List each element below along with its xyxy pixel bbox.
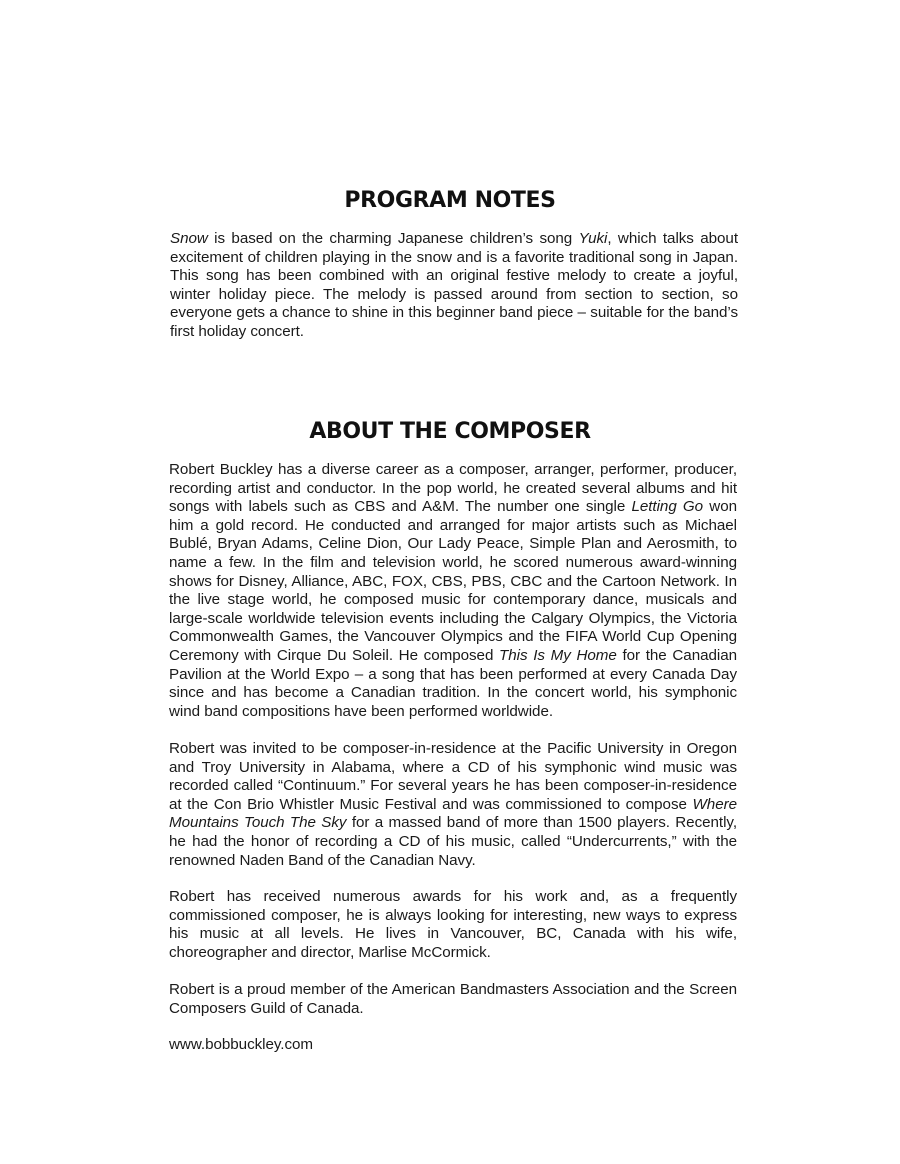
bio-paragraph-awards: Robert has received numerous awards for his work and, as a frequently commissioned composer, he is always looking for interesting, new ways to express his music at all levels. He lives in Vancouver, BC, Canada with his wife, choreographer and director, Marlise McCormick.	[169, 888, 737, 961]
bio2-text-1: Robert was invited to be composer-in-residence at the Pacific University in Oregon and Troy University in Alabama, where a CD of his symphonic wind music was recorded called “Continuum.” For several years he has been composer-in-residence at the Con Brio Whistler Music Festival and was commissioned to compose	[169, 740, 737, 813]
song-title-yuki: Yuki	[578, 230, 608, 247]
bio1-text-2: won him a gold record. He conducted and arranged for major artists such as Michael Bublé, Bryan Adams, Celine Dion, Our Lady Peace, Simple Plan and Aerosmith, to name a few. In the film and television world, he scored numerous award-winning shows for Disney, Alliance, ABC, FOX, CBS, PBS, CBC and the Cartoon Network. In the live stage world, he composed music for contemporary dance, musicals and large-scale worldwide television events including the Calgary Olympics, the Victoria Commonwealth Games, the Vancouver Olympics and the FIFA World Cup Opening Ceremony with Cirque Du Soleil. He composed	[169, 498, 737, 664]
composer-website-link[interactable]: www.bobbuckley.com	[169, 1036, 314, 1053]
work-title-snow: Snow	[170, 230, 208, 247]
bio2-text-2: for a massed band of more than 1500 players. Recently, he had the honor of recording a CD of his music, called “Undercurrents,” with the renowned Naden Band of the Canadian Navy.	[169, 814, 737, 869]
bio-paragraph-memberships: Robert is a proud member of the American Bandmasters Association and the Screen Composers Guild of Canada.	[169, 981, 737, 1017]
single-title-letting-go: Letting Go	[631, 498, 704, 516]
program-notes-text-2: , which talks about excitement of children playing in the snow and is a favorite traditional song in Japan. This song has been combined with an original festive melody to create a joyful, winter holiday piece. The melody is passed around from section to section, so everyone gets a chance to shine in this beginner band piece – suitable for the band’s first holiday concert.	[170, 230, 738, 340]
bio-paragraph-career	[169, 461, 737, 721]
program-notes-heading: PROGRAM NOTES	[344, 188, 556, 213]
bio1-text-1: Robert Buckley has a diverse career as a composer, arranger, performer, producer, recording artist and conductor. In the pop world, he created several albums and hit songs with labels such as CBS and A&M. The number one single	[169, 461, 737, 516]
bio-paragraph-residencies	[169, 740, 737, 870]
work-title-this-is-my-home: This Is My Home	[499, 646, 617, 664]
work-title-where-mountains: Where Mountains Touch The Sky	[169, 795, 737, 832]
bio1-text-3: for the Canadian Pavilion at the World Expo – a song that has been performed at every Canada Day since and has become a Canadian tradition. In the concert world, his symphonic wind band compositions have been performed worldwide.	[169, 646, 738, 720]
about-composer-heading: ABOUT THE COMPOSER	[309, 419, 591, 444]
program-notes-paragraph	[170, 230, 738, 342]
program-notes-text-1: is based on the charming Japanese children’s song	[207, 230, 579, 247]
